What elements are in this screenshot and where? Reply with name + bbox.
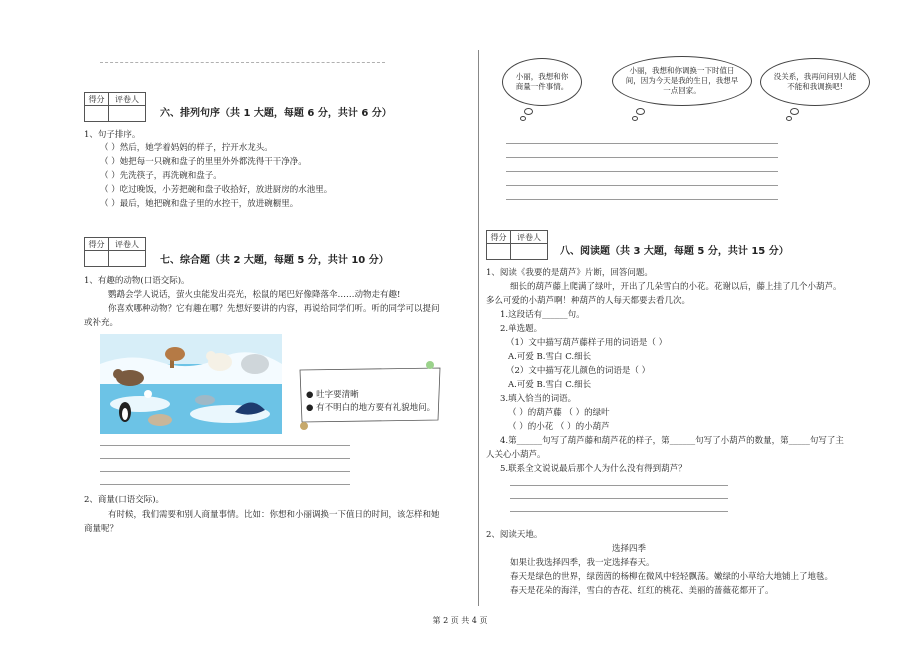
- section8-s4b: 人关心小葫芦。: [486, 450, 546, 460]
- poem-title: 选择四季: [612, 544, 647, 554]
- bubble-tail: [636, 108, 645, 115]
- section8-s3: 3.填入恰当的词语。: [500, 394, 577, 404]
- section7-q2-text2: 商量呢？: [84, 524, 119, 534]
- tip-2: ● 有不明白的地方要有礼貌地问。: [306, 403, 436, 413]
- section8-s3a: （ ）的葫芦藤 （ ）的绿叶: [508, 408, 610, 418]
- tip-2-text: 有不明白的地方要有礼貌地问。: [316, 403, 436, 413]
- section6-title: 六、排列句序（共 1 大题，每题 6 分，共计 6 分）: [160, 108, 392, 119]
- poem-line-3: 春天是花朵的海洋，雪白的杏花、红红的桃花、美丽的蔷薇花都开了。: [510, 586, 774, 596]
- bubble-tail: [786, 116, 792, 121]
- section7-q1: 1、有趣的动物(口语交际)。: [84, 276, 190, 286]
- section8-p2: 多么可爱的小葫芦啊！种葫芦的人每天都要去看几次。: [486, 296, 691, 306]
- speech-bubble-2: 小丽，我想和你调换一下时值日间，因为今天是我的生日，我想早一点回家。: [612, 56, 752, 106]
- section8-s2b: （2）文中描写花儿颜色的词语是（ ）: [506, 366, 651, 376]
- grader-label: 评卷人: [109, 238, 145, 251]
- section7-q1-text3: 或补充。: [84, 318, 119, 328]
- section6-item-4: （ ）吃过晚饭，小芳把碗和盘子收拾好，放进厨房的水池里。: [100, 185, 333, 195]
- section8-s3b: （ ）的小花 （ ）的小葫芦: [508, 422, 610, 432]
- section7-q1-text2: 你喜欢哪种动物？它有趣在哪？先想好要讲的内容，再说给同学们听。听的同学可以提问: [108, 304, 440, 314]
- score-box-section6: [84, 92, 146, 122]
- bubble-tail: [524, 108, 533, 115]
- section6-item-3: （ ）先洗筷子，再洗碗和盘子。: [100, 171, 222, 181]
- section6-item-5: （ ）最后，她把碗和盘子里的水控干，放进碗橱里。: [100, 199, 299, 209]
- bubble-tail: [790, 108, 799, 115]
- grader-label: 评卷人: [109, 93, 145, 106]
- answer-line: [506, 171, 778, 172]
- section8-p1: 细长的葫芦藤上爬满了绿叶，开出了几朵雪白的小花。花谢以后，藤上挂了几个小葫芦。: [510, 282, 842, 292]
- section6-item-1: （ ）然后，她学着妈妈的样子，拧开水龙头。: [100, 143, 273, 153]
- section8-s1: 1.这段话有______句。: [500, 310, 585, 320]
- section8-q1: 1、阅读《我要的是葫芦》片断，回答问题。: [486, 268, 653, 278]
- tip-1-text: 吐字要清晰: [316, 390, 359, 400]
- answer-line: [510, 498, 728, 499]
- section6-item-2: （ ）她把每一只碗和盘子的里里外外都洗得干干净净。: [100, 157, 307, 167]
- tip-1: ● 吐字要清晰: [306, 390, 359, 400]
- score-label: 得分: [487, 231, 511, 244]
- section8-title: 八、阅读题（共 3 大题，每题 5 分，共计 15 分）: [560, 246, 789, 257]
- answer-line: [506, 143, 778, 144]
- poem-line-2: 春天是绿色的世界，绿茵茵的杨柳在微风中轻轻飘荡。嫩绿的小草给大地铺上了地毯。: [510, 572, 834, 582]
- bubble-tail: [520, 116, 526, 121]
- section7-q2: 2、商量(口语交际)。: [84, 495, 165, 505]
- section8-s2: 2.单选题。: [500, 324, 543, 334]
- score-label: 得分: [85, 93, 109, 106]
- answer-line: [506, 199, 778, 200]
- answer-line: [510, 485, 728, 486]
- answer-line: [100, 458, 350, 459]
- answer-line: [506, 157, 778, 158]
- score-label: 得分: [85, 238, 109, 251]
- poem-line-1: 如果让我选择四季，我一定选择春天。: [510, 558, 655, 568]
- grader-label: 评卷人: [511, 231, 547, 244]
- bubble-tail: [632, 116, 638, 121]
- score-box-section8: [486, 230, 548, 260]
- polar-animals-illustration: [100, 334, 282, 434]
- section8-s2b-options: A.可爱 B.雪白 C.细长: [508, 380, 592, 390]
- section6-q1: 1、句子排序。: [84, 130, 141, 140]
- section8-q2: 2、阅读天地。: [486, 530, 543, 540]
- top-rule: [100, 62, 385, 63]
- section7-q1-text1: 鹦鹉会学人说话，萤火虫能发出亮光，松鼠的尾巴好像降落伞……动物走有趣!: [108, 290, 401, 300]
- speech-bubble-1: 小丽，我想和你商量一件事情。: [502, 58, 582, 106]
- section8-s2a-options: A.可爱 B.雪白 C.细长: [508, 352, 592, 362]
- section8-s2a: （1）文中描写葫芦藤样子用的词语是（ ）: [506, 338, 668, 348]
- section7-title: 七、综合题（共 2 大题，每题 5 分，共计 10 分）: [160, 255, 389, 266]
- page-footer: 第 2 页 共 4 页: [432, 616, 488, 625]
- section8-s4: 4.第______句写了葫芦藤和葫芦花的样子，第______句写了小葫芦的数量，第_____句写了主: [500, 436, 844, 446]
- answer-line: [100, 484, 350, 485]
- answer-line: [100, 445, 350, 446]
- section8-s5: 5.联系全文说说最后那个人为什么没有得到葫芦？: [500, 464, 687, 474]
- answer-line: [506, 185, 778, 186]
- score-box-section7: [84, 237, 146, 267]
- answer-line: [100, 471, 350, 472]
- answer-line: [510, 511, 728, 512]
- section7-q2-text1: 有时候，我们需要和别人商量事情。比如：你想和小丽调换一下值日的时间，该怎样和她: [108, 510, 440, 520]
- column-divider: [478, 50, 479, 606]
- speech-bubble-3: 没关系，我再问问别人能不能和我调换吧!: [760, 58, 870, 106]
